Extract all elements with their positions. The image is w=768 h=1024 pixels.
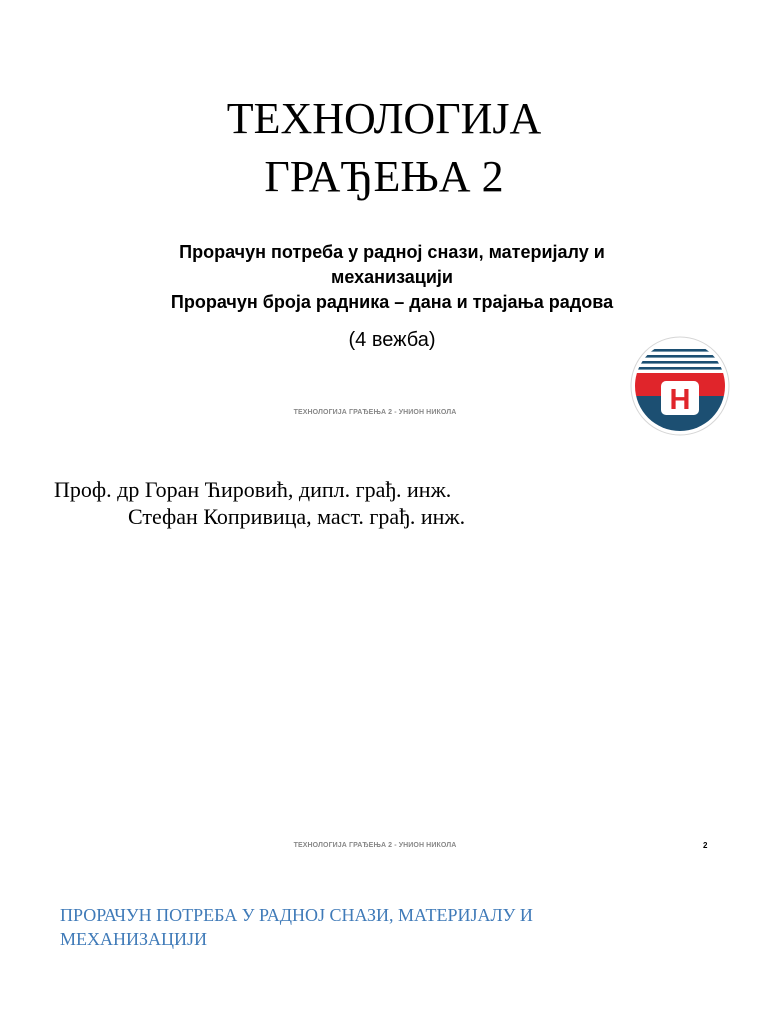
document-subtitle bbox=[0, 240, 768, 315]
section-heading-line-2: МЕХАНИЗАЦИЈИ bbox=[60, 929, 208, 949]
subtitle-line-1: Прорачун потреба у радној снази, материјалу и bbox=[179, 242, 605, 262]
page-footer: ТЕХНОЛОГИЈА ГРАЂЕЊА 2 - УНИОН НИКОЛА bbox=[293, 842, 457, 849]
author-name: Проф. др Горан Ћировић, дипл. грађ. инж. bbox=[54, 477, 452, 502]
page-number: 2 bbox=[703, 841, 708, 850]
section-heading-line-1: ПРОРАЧУН ПОТРЕБА У РАДНОЈ СНАЗИ, МАТЕРИЈАЛУ И bbox=[60, 905, 533, 925]
logo-letter: H bbox=[669, 384, 691, 416]
page-title bbox=[0, 90, 768, 206]
page-title-line-2: ГРАЂЕЊА 2 bbox=[264, 152, 504, 201]
exercise-label: (4 вежба) bbox=[348, 329, 436, 351]
page-title-line-1: ТЕХНОЛОГИЈА bbox=[226, 94, 542, 143]
university-logo bbox=[630, 336, 730, 436]
subtitle-line-3: Прорачун броја радника – дана и трајања радова bbox=[170, 292, 614, 312]
subtitle-line-2: механизацији bbox=[331, 267, 453, 287]
author-name: Стефан Копривица, маст. грађ. инж. bbox=[128, 504, 466, 529]
section-heading bbox=[60, 903, 680, 951]
page-footer: ТЕХНОЛОГИЈА ГРАЂЕЊА 2 - УНИОН НИКОЛА bbox=[293, 409, 457, 416]
